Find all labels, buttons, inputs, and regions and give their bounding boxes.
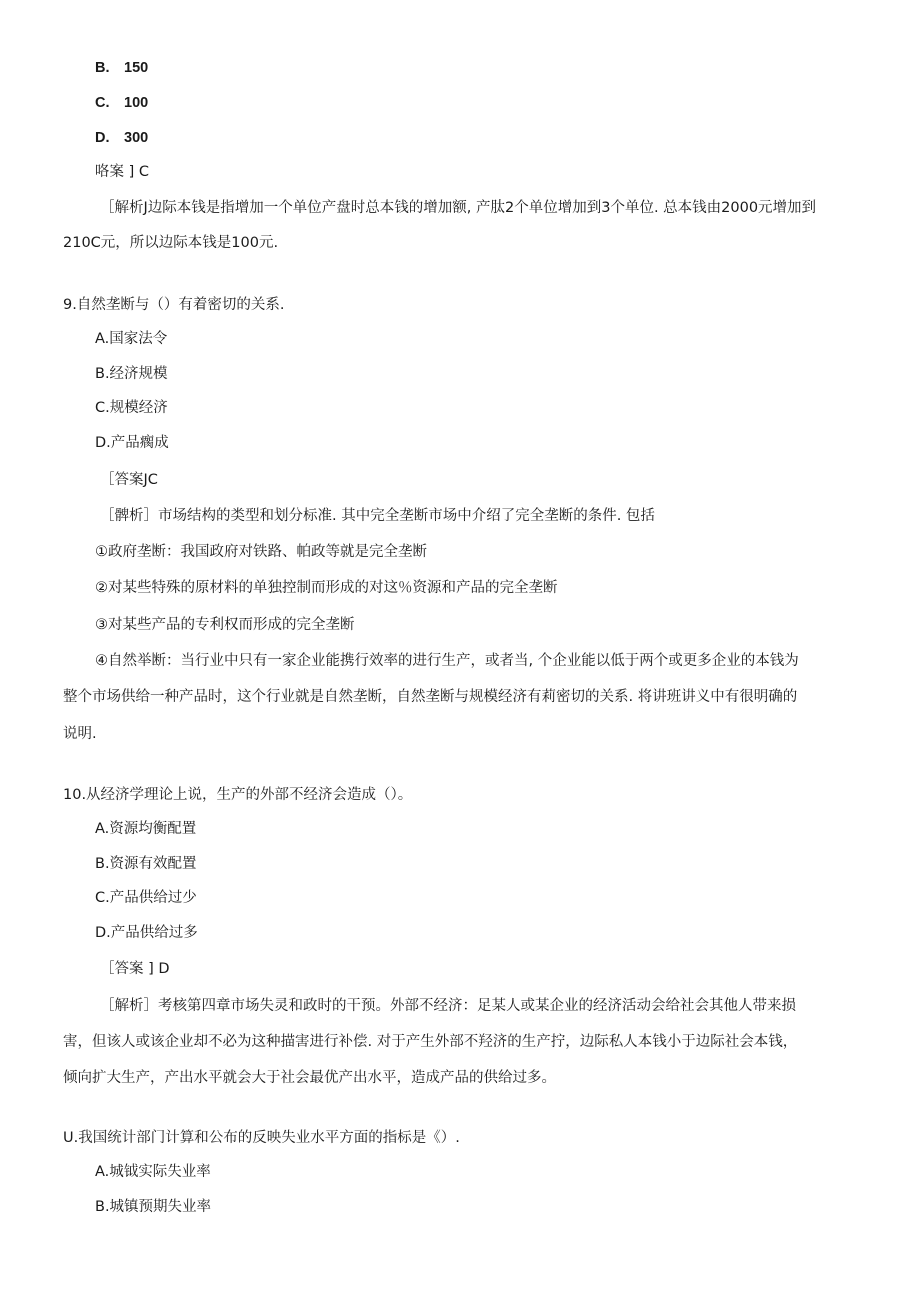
q9-analysis-line-1: ［髀析］市场结构的类型和划分标准. 其中完全垄断市场中介绍了完全垄断的条件. 包括 [100,508,655,524]
q10-question: 10.从经济学理论上说，生产的外部不经济会造成（）。 [63,787,413,803]
q10-analysis-line-3: 倾向扩大生产，产出水平就会大于社会最优产出水平，造成产品的供给过多。 [63,1070,556,1086]
q8-analysis-line-2: 210C元，所以边际本钱是100元. [63,235,279,251]
q8-answer: 咯案 ] C [95,164,149,180]
q10-analysis-line-2: 害，但该人或该企业却不必为这种描害进行补偿. 对于产生外部不羟济的生产拧，边际私人本钱小于边际社会本钱， [63,1034,798,1050]
q9-analysis-line-4: ③对某些产品的专利权而形成的完全垄断 [95,617,355,633]
q11-question: U.我国统计部门计算和公布的反映失业水平方面的指标是《）. [63,1130,460,1146]
q8-analysis-line-1: ［解析J边际本钱是指增加一个单位产盘时总本钱的增加额, 产肽2个单位增加到3个单位. 总本钱由2000元增加到 [100,200,817,216]
q10-answer: ［答案 ] D [100,961,170,977]
q11-option-a: A.城钺实际失业率 [95,1164,211,1180]
q11-option-b: B.城镇预期失业率 [95,1199,212,1215]
q9-analysis-line-2: ①政府垄断：我国政府对铁路、帕政等就是完全垄断 [95,544,427,560]
q9-analysis-line-3: ②对某些特殊的原材料的单独控制而形成的对这％资源和产品的完全垄断 [95,580,558,596]
q8-option-b: B. 150 [95,60,149,76]
q9-option-c: C.规模经济 [95,400,168,416]
q9-answer: ［答案JC [100,472,158,488]
q10-option-d: D.产品供给过多 [95,925,198,941]
q10-option-c: C.产品供给过少 [95,890,197,906]
q10-option-b: B.资源有效配置 [95,856,197,872]
q10-option-a: A.资源均衡配置 [95,821,197,837]
q9-option-b: B.经济规模 [95,366,168,382]
q9-option-a: A.国家法令 [95,331,168,347]
q10-analysis-line-1: ［解析］考核第四章市场失灵和政时的干预。外部不经济：足某人或某企业的经济活动会给社会其他人带来损 [100,998,796,1014]
q9-analysis-line-5: ④自然举断：当行业中只有一家企业能携行效率的进行生产，或者当, 个企业能以低于两个或更多企业的本钱为 [95,653,799,669]
q9-option-d: D.产品瘸成 [95,435,169,451]
q9-analysis-line-6: 整个市场供给一种产品时，这个行业就是自然垄断，自然垄断与规模经济有莉密切的关系. 将讲班讲义中有很明确的 [63,689,798,705]
q9-question: 9.自然垄断与（）有着密切的关系. [63,297,285,313]
q9-analysis-line-7: 说明. [63,726,97,742]
q8-option-c: C. 100 [95,95,149,111]
q8-option-d: D. 300 [95,130,149,146]
